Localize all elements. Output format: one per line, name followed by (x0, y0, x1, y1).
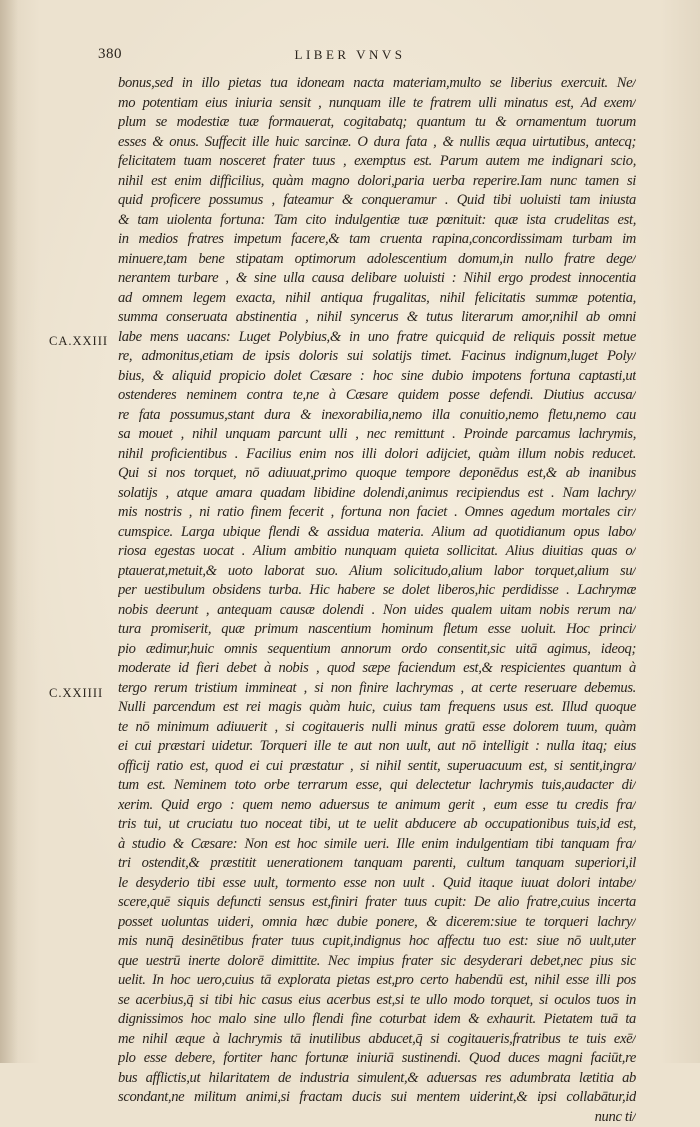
text-line: le desyderio tibi esse uult, tormento esse non uult . Quid itaque iuuat dolori intabe/ (118, 874, 636, 894)
margin-note-chapter-23: CA.XXIII (49, 334, 108, 349)
text-line: scere,quē siquis defuncti sensus est,finiri frater tuus cupit: De alio fratre,cuius incerta (118, 893, 636, 913)
text-line: re, admonitus,etiam de ipsis doloris sui solatijs timet. Facinus indignum,luget Poly/ (118, 347, 636, 367)
text-line: ptauerat,metuit,& uoto laborat suo. Alium solicitudo,alium labor torquet,alium su/ (118, 562, 636, 582)
text-line: plo esse debere, fortiter hanc fortunæ iniuriā sustinendi. Quod duces magni faciūt,re (118, 1049, 636, 1069)
text-line: se acerbius,q̄ si tibi hic casus eius acerbus est,si te ullo modo torquet, si oculos tuos in (118, 991, 636, 1011)
text-line: & tam uiolenta fortuna: Tam cito indulgentiæ tuæ pœnituit: quæ ista crudelitas est, (118, 211, 636, 231)
text-line: ad omnem legem exacta, nihil antiqua frugalitas, nihil felicitatis summæ potentia, (118, 289, 636, 309)
text-line: re fata possumus,stant dura & inexorabilia,nemo illa conuitio,nemo fletu,nemo cau (118, 406, 636, 426)
text-line: plum se modestiæ tuæ formauerat, cogitabatq; quantum tu & ornamentum tuorum (118, 113, 636, 133)
text-line: tura promiserit, quæ primum nascentium hominum fletum esse uoluit. Hoc princi/ (118, 620, 636, 640)
text-line: minuere,tam bene stipatam optimorum adolescentium domum,in nullo fratre dege/ (118, 250, 636, 270)
running-head: LIBER VNVS (0, 47, 700, 63)
text-line: bonus,sed in illo pietas tua idoneam nacta materiam,multo se liberius exercuit. Ne/ (118, 74, 636, 94)
text-line: moderate id fieri debet à nobis , quod sæpe faciendum est,& respicientes quantum à (118, 659, 636, 679)
text-line: cumspice. Larga ubique flendi & assidua materia. Alium ad quotidianum opus labo/ (118, 523, 636, 543)
text-line: summa conseruata abstinentia , nihil syncerus & tutus literarum amor,nihil ab omni (118, 308, 636, 328)
text-line: posset uoluntas uideri, omnia hæc dubie ponere, & dicerem:siue te torqueri lachry/ (118, 913, 636, 933)
text-line: felicitatem tuam nosceret frater tuus , exemptus est. Parum autem me indignari scio, (118, 152, 636, 172)
text-line: in medios fratres impetum facere,& tam cruenta rapina,concordissimam turbam im (118, 230, 636, 250)
binding-shadow (0, 0, 18, 1063)
text-line: per uestibulum obsidens turba. Hic habere se dolet liberos,hic perdidisse . Lachrymæ (118, 581, 636, 601)
text-line: que uestrū inerte dolorē dimittite. Nec impius frater sic desyderari debet,nec pius sic (118, 952, 636, 972)
text-line: bus afflictis,ut hilaritatem de industria simulent,& aduersas res adumbrata lætitia ab (118, 1069, 636, 1089)
text-line: sa mouet , nihil unquam parcunt ulli , nec remittunt . Proinde parcamus lachrymis, (118, 425, 636, 445)
text-line: esses & onus. Suffecit ille huic sarcinæ. O dura fata , & nullis æqua uirtutibus, antecq; (118, 133, 636, 153)
margin-note-chapter-24: C.XXIIII (49, 686, 103, 701)
text-line: nihil proficientibus . Facilius enim nos illi dolori adijciet, quàm illum nobis reducet. (118, 445, 636, 465)
text-line: mis nunq̄ desinētibus frater tuus cupit,indignus hoc affectu tuo est: siue nō uult,uter (118, 932, 636, 952)
text-line: nobis deerunt , antequam causæ dolendi . Non uides qualem uitam nobis rerum na/ (118, 601, 636, 621)
text-line: mis nostris , ni ratio finem fecerit , fortuna non faciet . Omnes agedum mortales cir/ (118, 503, 636, 523)
text-line: pio ædimur,huic omnis sequentium annorum ordo consentit,sic uitā agimus, ideoq; (118, 640, 636, 660)
text-line: tum est. Neminem toto orbe terrarum esse, qui delectetur lachrymis tuis,audacter di/ (118, 776, 636, 796)
text-line: uelit. In hoc uero,cuius tā explorata pietas est,pro certo habendū est, nihil esse illi pos (118, 971, 636, 991)
text-line: mo potentiam eius iniuria sensit , nunquam ille te fratrem ulli minatus est, Ad exem/ (118, 94, 636, 114)
text-line: Nulli parcendum est rei magis quàm huic, cuius tam frequens usus est. Illud quoque (118, 698, 636, 718)
text-line: nunc ti/ (118, 1108, 636, 1127)
text-line: ostenderes neminem contra te,ne à Cæsare quidem posse defendi. Diutius accusa/ (118, 386, 636, 406)
text-line: nihil est enim difficilius, quàm magno dolori,paria uerba reperire.Iam nunc tamen si (118, 172, 636, 192)
text-line: bius, & aliquid propicio dolet Cæsare : hoc sine dubio impotens fortuna captasti,ut (118, 367, 636, 387)
page-number: 380 (98, 46, 122, 63)
text-line: à studio & Cæsare: Non est hoc simile ueri. Ille enim indulgentiam tibi tanquam fra/ (118, 835, 636, 855)
text-line: tri ostendit,& præstitit uenerationem tanquam parenti, cultum tanquam superiori,il (118, 854, 636, 874)
text-line: dignissimos hoc malo sine ullo flendi fine coturbat idem & exhaurit. Pietatem tuā ta (118, 1010, 636, 1030)
text-line: nerantem turbare , & sine ulla causa delibare uoluisti : Nihil ergo prodest innocentia (118, 269, 636, 289)
text-line: te nō minimum adiuuerit , si cogitaueris nulli minus gratū esse dolorem tuum, quàm (118, 718, 636, 738)
text-line: officij ratio est, quod ei cui præstatur , si nihil sentit, superuacuum est, si sentit,ingra/ (118, 757, 636, 777)
text-line: riosa egestas uocat . Alium ambitio nunquam quieta sollicitat. Alius diuitias quas o/ (118, 542, 636, 562)
text-line: scondant,ne militum animi,si fractam ducis sui mentem uiderint,& ipsi collabātur,id (118, 1088, 636, 1108)
text-line: labe mens uacans: Luget Polybius,& in uno fratre quicquid de reliquis possit metue (118, 328, 636, 348)
text-line: Qui si nos torquet, nō adiuuat,primo quoque tempore deponēdus est,& ab inanibus (118, 464, 636, 484)
text-line: ei cui præstari uidetur. Torqueri ille te aut non uult, aut nō intelligit : nulla itaq; eius (118, 737, 636, 757)
text-line: tergo rerum tristium immineat , si non finire lachrymas , at certe reseruare debemus. (118, 679, 636, 699)
text-line: quid proficere possumus , fateamur & conqueramur . Quid tibi uoluisti tam iniusta (118, 191, 636, 211)
text-line: me nihil æque à lachrymis tā inutilibus abducet,q̄ si cogitaueris,fratribus te tuis exē/ (118, 1030, 636, 1050)
text-block (118, 74, 636, 1127)
text-line: xerim. Quid ergo : quem nemo aduersus te animum gerit , eum esse tu credis fra/ (118, 796, 636, 816)
text-line: tris tui, ut cruciatu tuo noceat tibi, ut te uelit abducere ab occupationibus tuis,id est, (118, 815, 636, 835)
text-line: solatijs , atque amara quadam libidine dolendi,animus recipiendus est . Nam lachry/ (118, 484, 636, 504)
